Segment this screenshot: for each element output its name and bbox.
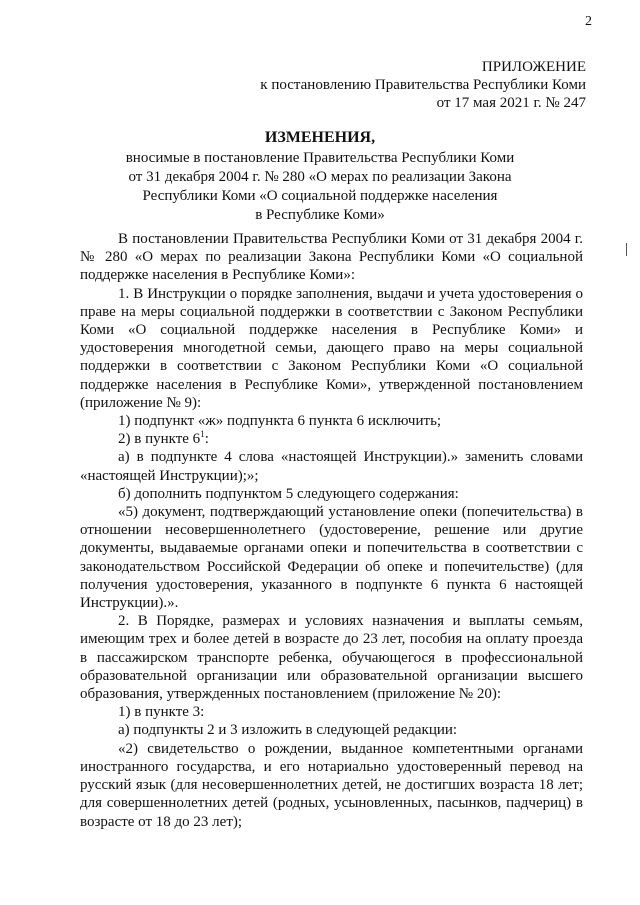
paragraph [80, 430, 583, 448]
scan-artifact [626, 243, 627, 256]
heading-line: в Республике Коми» [255, 207, 385, 223]
heading-line: вносимые в постановление Правительства Республики Коми [125, 150, 515, 166]
paragraph: 2. В Порядке, размерах и условиях назначения и выплаты семьям, имеющим трех и более детей в возрасте до 23 лет, пособия на оплату проезда в пассажирском транспорте ребенка, обучающегося в профессиональной образовательной организации или образовательной организации высшего образования, утвержденных постановлением (приложение № 20): [80, 613, 583, 703]
paragraph-text: 2) в пункте 6 [118, 431, 201, 448]
appendix-line: к постановлению Правительства Республики Коми [260, 77, 586, 93]
paragraph: а) в подпункте 4 слова «настоящей Инструкции).» заменить словами «настоящей Инструкции);»; [80, 449, 583, 484]
page-number: 2 [585, 14, 592, 29]
paragraph: «5) документ, подтверждающий установление опеки (попечительства) в отношении несовершеннолетнего (удостоверение, решение или другие документы, выдаваемые органами опеки и попечительства в соответствии с законодательством Российской Федерации об опеке и попечительстве) (для получения удостоверения, указанного в подпункте 6 пункта 6 настоящей Инструкции).». [80, 504, 583, 612]
paragraph: 1. В Инструкции о порядке заполнения, выдачи и учета удостоверения о праве на меры социальной поддержки в соответствии с Законом Республики Коми «О социальной поддержке населения в Республике Коми» и удостоверения многодетной семьи, дающего право на меры социальной поддержки в соответствии с Законом Республики Коми «О социальной поддержке населения в Республике Коми», утвержденной постановлением (приложение № 9): [80, 285, 583, 411]
paragraph: б) дополнить подпунктом 5 следующего содержания: [118, 485, 459, 502]
appendix-block [260, 58, 586, 112]
paragraph: «2) свидетельство о рождении, выданное компетентными органами иностранного государства, и его нотариально удостоверенный перевод на русский язык (для несовершеннолетних детей, не достигших возраста 18 лет; для совершеннолетних детей (родных, усыновленных, пасынков, падчериц) в возрасте от 18 до 23 лет); [80, 740, 583, 830]
paragraph: а) подпункты 2 и 3 изложить в следующей редакции: [118, 722, 458, 739]
superscript: 1 [200, 429, 205, 440]
appendix-date: от 17 мая 2021 г. № 247 [436, 95, 586, 111]
heading-line: Республики Коми «О социальной поддержке населения [142, 188, 498, 204]
paragraph-text: : [204, 431, 209, 448]
paragraph: 1) подпункт «ж» подпункта 6 пункта 6 исключить; [118, 413, 442, 430]
document-body [80, 230, 583, 831]
heading-title: ИЗМЕНЕНИЯ, [264, 129, 376, 146]
heading-block [60, 128, 580, 225]
paragraph: 1) в пункте 3: [118, 704, 205, 721]
paragraph: В постановлении Правительства Республики Коми от 31 декабря 2004 г. № 280 «О мерах по реализации Закона Республики Коми «О социальной поддержке населения в Республике Коми»: [80, 231, 583, 284]
appendix-title: ПРИЛОЖЕНИЕ [481, 59, 586, 75]
heading-line: от 31 декабря 2004 г. № 280 «О мерах по реализации Закона [128, 169, 512, 185]
